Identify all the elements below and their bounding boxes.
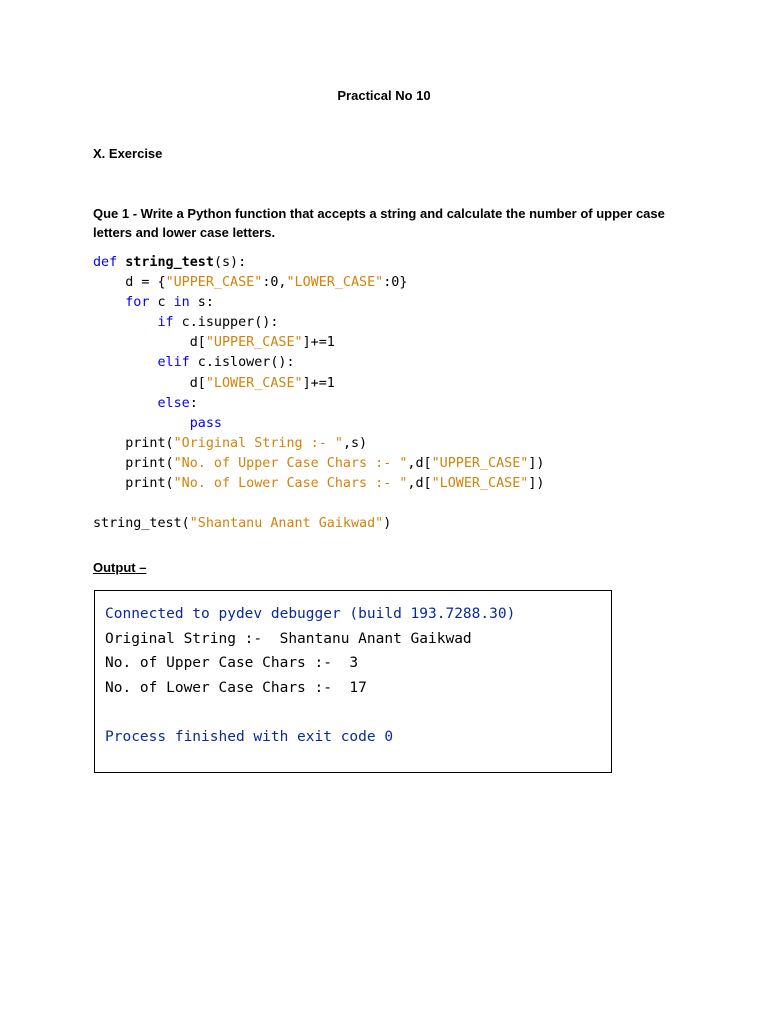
code-line [93,514,544,534]
code-text [93,315,158,330]
code-text: : [189,395,198,411]
code-text: ]) [528,455,545,471]
string-literal: "Original String :- " [173,435,343,451]
code-text: (s): [213,255,247,270]
console-line-exit: Process finished with exit code 0 [105,729,394,746]
code-line [93,434,544,454]
string-literal: "UPPER_CASE" [165,275,263,291]
code-text: ]+=1 [302,335,335,351]
code-text: ,d[ [407,455,432,471]
output-label: Output – [93,560,147,575]
console-text [105,602,515,750]
code-text: ) [383,516,392,532]
code-text: c.islower(): [189,355,295,371]
keyword: def [93,255,118,270]
code-text: :0, [262,275,287,291]
code-text: print( [93,435,174,451]
console-line: No. of Lower Case Chars :- 17 [105,680,367,697]
code-line [93,474,544,494]
question-text: Que 1 - Write a Python function that accepts a string and calculate the number of upper case letters and lower case letters. [93,206,665,240]
keyword: else [157,395,190,411]
code-line [93,293,544,313]
code-line [93,333,544,353]
string-literal: "No. of Upper Case Chars :- " [173,455,408,471]
code-text: c [149,295,174,311]
code-line [93,374,544,394]
code-text: d[ [93,335,206,351]
keyword: in [173,295,190,311]
code-text [93,416,190,431]
console-line: No. of Upper Case Chars :- 3 [105,655,359,672]
code-text: print( [93,455,174,471]
code-line [93,394,544,414]
console-line: Original String :- Shantanu Anant Gaikwad [105,630,472,647]
console-line-debugger: Connected to pydev debugger (build 193.7288.30) [105,606,516,622]
code-line [93,253,544,273]
code-line [93,414,544,434]
string-literal: "LOWER_CASE" [286,275,384,291]
string-literal: "UPPER_CASE" [205,335,303,351]
string-literal: "LOWER_CASE" [431,476,529,492]
code-text: ,s) [342,435,368,451]
code-line [93,454,544,474]
code-text: c.isupper(): [173,315,279,331]
keyword: if [157,315,174,331]
function-name: string_test [125,255,214,270]
code-block [93,253,544,534]
keyword: elif [157,355,190,371]
code-text: d[ [93,375,206,391]
code-line-blank [93,494,544,514]
code-text: ,d[ [407,476,432,492]
console-output-box [94,590,612,773]
section-heading: X. Exercise [93,146,163,161]
console-line-blank [105,701,515,726]
string-literal: "LOWER_CASE" [205,375,303,391]
code-text: print( [93,476,174,492]
code-text [93,355,158,370]
code-text: d = { [93,275,166,291]
string-literal: "UPPER_CASE" [431,455,529,471]
code-text: s: [189,295,214,311]
code-line [93,353,544,373]
string-literal: "No. of Lower Case Chars :- " [173,476,408,492]
code-line [93,313,544,333]
code-line [93,273,544,293]
code-text: string_test( [93,516,190,532]
code-text [93,295,125,310]
code-text [93,396,158,411]
code-text: ]+=1 [302,375,335,391]
keyword: for [125,295,150,311]
code-text: :0} [383,275,408,291]
page-title: Practical No 10 [337,88,431,103]
code-text: ]) [528,476,545,492]
string-literal: "Shantanu Anant Gaikwad" [189,516,384,532]
keyword: pass [189,415,222,431]
